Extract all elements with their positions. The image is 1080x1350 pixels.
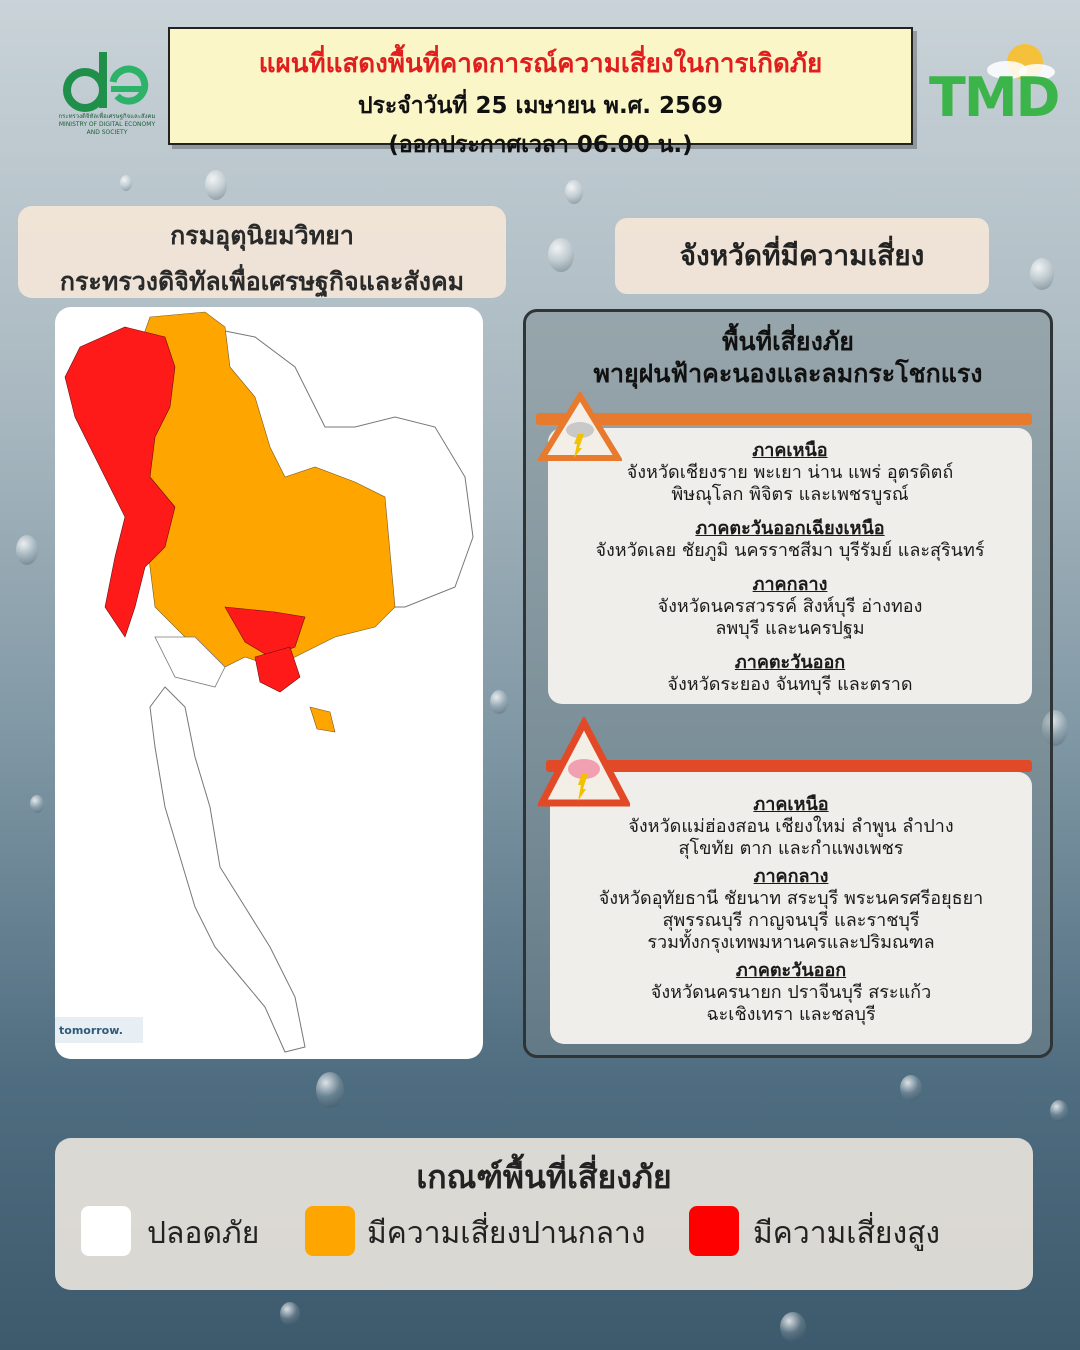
provinces-at-risk-header: จังหวัดที่มีความเสี่ยง [615,218,989,294]
high-group-central: ภาคกลาง จังหวัดอุทัยธานี ชัยนาท สระบุรี พระนครศรีอยุธยา สุพรรณบุรี กาญจนบุรี และราชบุรี รวมทั้งกรุงเทพมหานครและปริมณฑล [598,866,984,953]
tmd-logo [925,40,1065,130]
legend-swatch-medium [305,1206,355,1256]
medium-group-east: ภาคตะวันออก จังหวัดระยอง จันทบุรี และตราด [667,652,913,695]
thailand-risk-map [55,307,483,1059]
issue-time: (ออกประกาศเวลา 06.00 น.) [388,132,693,158]
tomorrow-logo: tomorrow. [55,1017,143,1043]
medium-group-central: ภาคกลาง จังหวัดนครสวรรค์ สิงห์บุรี อ่างทอง ลพบุรี และนครปฐม [657,574,923,639]
southern-region [150,687,305,1052]
digital-economy-logo-text: กระทรวงดิจิทัลเพื่อเศรษฐกิจและสังคม MINISTRY OF DIGITAL ECONOMY AND SOCIETY [58,113,156,136]
tmd-logo-text: TMD [929,66,1059,129]
high-group-north: ภาคเหนือ จังหวัดแม่ฮ่องสอน เชียงใหม่ ลำพูน ลำปาง สุโขทัย ตาก และกำแพงเพชร [628,794,954,859]
legend-label-high: มีความเสี่ยงสูง [753,1216,941,1251]
legend-swatch-high [689,1206,739,1256]
risk-panel [523,309,1053,1058]
legend-label-medium: มีความเสี่ยงปานกลาง [367,1216,646,1251]
province-map [55,307,483,1059]
page-title: แผนที่แสดงพื้นที่คาดการณ์ความเสี่ยงในการเกิดภัย [258,49,823,79]
risk-title [526,326,1050,390]
severe-storm-icon [538,717,630,809]
medium-risk-box [548,428,1032,704]
trat-area [310,707,335,732]
high-risk-box [550,772,1032,1044]
storm-cloud-icon [538,392,622,462]
legend-label-safe: ปลอดภัย [147,1216,260,1251]
risk-title-line2: พายุฝนฟ้าคะนองและลมกระโชกแรง [593,359,983,388]
legend-title: เกณฑ์พื้นที่เสี่ยงภัย [416,1158,672,1196]
medium-group-northeast: ภาคตะวันออกเฉียงเหนือ จังหวัดเลย ชัยภูมิ นครราชสีมา บุรีรัมย์ และสุรินทร์ [595,518,985,561]
agency-name: กรมอุตุนิยมวิทยา [170,221,354,250]
risk-title-line1: พื้นที่เสี่ยงภัย [722,327,854,356]
high-group-east: ภาคตะวันออก จังหวัดนครนายก ปราจีนบุรี สระแก้ว ฉะเชิงเทรา และชลบุรี [650,960,932,1025]
ministry-name: กระทรวงดิจิทัลเพื่อเศรษฐกิจและสังคม [59,267,465,296]
legend [55,1138,1033,1290]
agency-label [18,206,506,298]
title-box [168,27,913,158]
forecast-date: ประจำวันที่ 25 เมษายน พ.ศ. 2569 [357,93,724,119]
medium-group-north: ภาคเหนือ จังหวัดเชียงราย พะเยา น่าน แพร่ อุตรดิตถ์ พิษณุโลก พิจิตร และเพชรบูรณ์ [626,440,954,505]
legend-swatch-safe [81,1206,131,1256]
